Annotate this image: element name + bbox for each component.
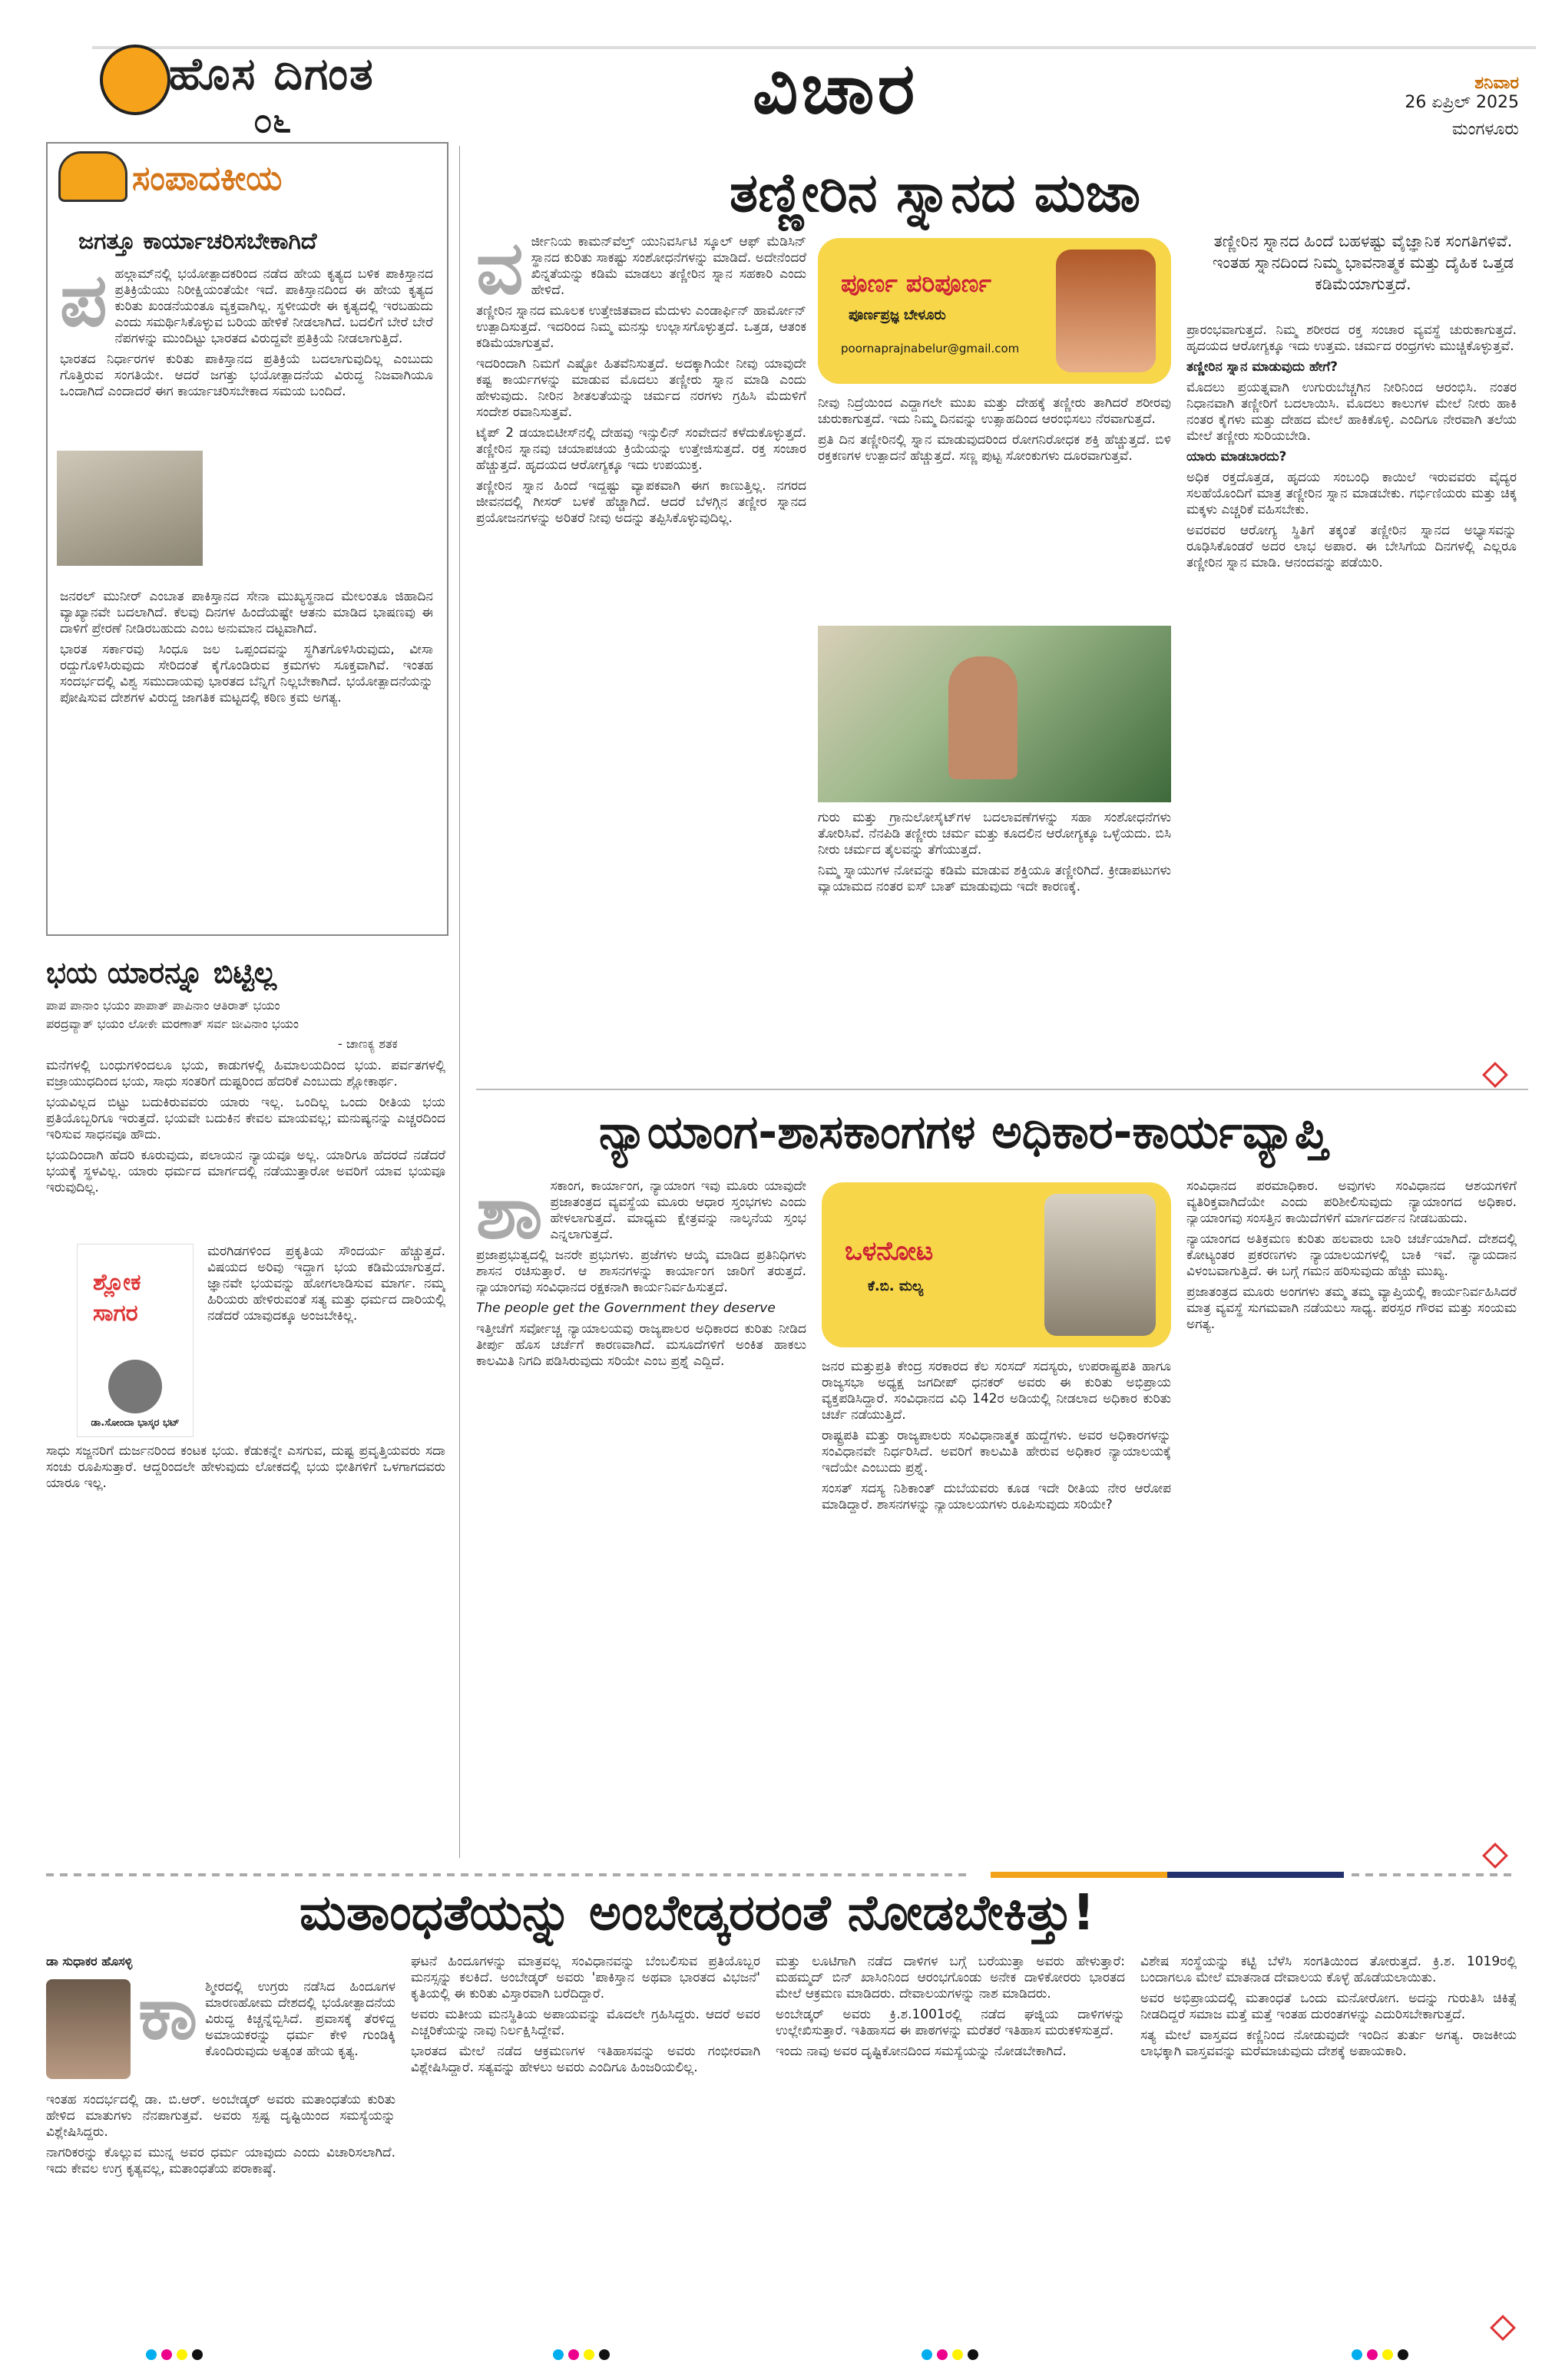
bottom-col-4 xyxy=(1140,1954,1517,2338)
bath-column-name: ಪೂರ್ಣ ಪರಿಪೂರ್ಣ xyxy=(841,269,992,298)
judiciary-dropcap: ಶಾ xyxy=(476,1178,543,1255)
bath-para: ಪ್ರತಿ ದಿನ ತಣ್ಣೀರಿನಲ್ಲಿ ಸ್ನಾನ ಮಾಡುವುದರಿಂದ ರೋಗನಿರೋಧಕ ಶಕ್ತಿ ಹೆಚ್ಚುತ್ತದೆ. ಬಿಳಿ ರಕ್ತಕಣಗಳ ಉತ್ಪಾದನೆ ಹೆಚ್ಚುತ್ತದೆ. ಸಣ್ಣ ಪುಟ್ಟ ಸೋಂಕುಗಳು ದೂರವಾಗುತ್ತವೆ. xyxy=(818,432,1171,464)
shloka-sagara-badge xyxy=(77,1244,194,1437)
bath-pull-quote: ತಣ್ಣೀರಿನ ಸ್ನಾನದ ಹಿಂದೆ ಬಹಳಷ್ಟು ವೈಜ್ಞಾನಿಕ ಸಂಗತಿಗಳಿವೆ. ಇಂತಹ ಸ್ನಾನದಿಂದ ನಿಮ್ಮ ಭಾವನಾತ್ಮಕ ಮತ್ತು ದೈಹಿಕ ಒತ್ತಡ ಕಡಿಮೆಯಾಗುತ್ತದೆ. xyxy=(1212,232,1514,293)
fear-verse-line-2: ಪರದ್ರವ್ಯಾತ್ ಭಯಂ ಲೋಕೇ ಮರಣಾತ್ ಸರ್ವ ಜೀವಿನಾಂ ಭಯಂ xyxy=(46,1016,299,1031)
bottom-col-2 xyxy=(411,1954,760,2338)
fear-col-top xyxy=(46,1058,445,1235)
bath-subhead-who: ಯಾರು ಮಾಡಬಾರದು? xyxy=(1186,449,1287,464)
bath-para: ಗುರು ಮತ್ತು ಗ್ರಾನುಲೋಸೈಟ್‌ಗಳ ಬದಲಾವಣೆಗಳನ್ನು ಸಹಾ ಸಂಶೋಧನೆಗಳು ತೋರಿಸಿವೆ. ನೆನಪಿಡಿ ತಣ್ಣೀರು ಚರ್ಮ ಮತ್ತು ಕೂದಲಿನ ಆರೋಗ್ಯಕ್ಕೂ ಒಳ್ಳೆಯದು. ಬಿಸಿ ನೀರು ಚರ್ಮದ ತೈಲವನ್ನು ತೆಗೆಯುತ್ತದೆ. xyxy=(818,810,1171,858)
bath-subhead-how: ತಣ್ಣೀರಿನ ಸ್ನಾನ ಮಾಡುವುದು ಹೇಗೆ? xyxy=(1186,359,1338,375)
bottom-col-1-top xyxy=(138,1979,395,2087)
registration-marks xyxy=(1352,2349,1408,2360)
bottom-article-title: ಮತಾಂಧತೆಯನ್ನು ಅಂಬೇಡ್ಕರರಂತೆ ನೋಡಬೇಕಿತ್ತು! xyxy=(299,1885,1095,1942)
masthead xyxy=(0,0,1542,144)
bath-author-photo xyxy=(1056,250,1156,372)
bathing-person-figure xyxy=(948,656,1018,779)
bottom-para: ಘಟನೆ ಹಿಂದೂಗಳನ್ನು ಮಾತ್ರವಲ್ಲ ಸಂವಿಧಾನವನ್ನು ಬೆಂಬಲಿಸುವ ಪ್ರತಿಯೊಬ್ಬರ ಮನಸ್ಸನ್ನು ಕಲಕಿದೆ. ಅಂಬೇಡ್ಕರ್ ಅವರು 'ಪಾಕಿಸ್ತಾನ ಅಥವಾ ಭಾರತದ ವಿಭಜನೆ' ಕೃತಿಯಲ್ಲಿ ಈ ಕುರಿತು ವಿಸ್ತಾರವಾಗಿ ಬರೆದಿದ್ದಾರೆ. xyxy=(411,1954,760,2002)
judiciary-para: ರಾಷ್ಟ್ರಪತಿ ಮತ್ತು ರಾಜ್ಯಪಾಲರು ಸಂವಿಧಾನಾತ್ಮಕ ಹುದ್ದೆಗಳು. ಅವರ ಅಧಿಕಾರಗಳನ್ನು ಸಂವಿಧಾನವೇ ನಿರ್ಧರಿಸಿದೆ. ಅವರಿಗೆ ಕಾಲಮಿತಿ ಹೇರುವ ಅಧಿಕಾರ ನ್ಯಾಯಾಲಯಕ್ಕೆ ಇದೆಯೇ ಎಂಬುದು ಪ್ರಶ್ನೆ. xyxy=(822,1428,1171,1476)
editorial-dropcap: ಪ xyxy=(60,266,108,343)
bottom-col-1 xyxy=(46,2092,395,2338)
bottom-dropcap: ಕಾ xyxy=(138,1979,198,2056)
fear-col-bottom xyxy=(46,1443,445,1827)
bath-para: ಅಧಿಕ ರಕ್ತದೊತ್ತಡ, ಹೃದಯ ಸಂಬಂಧಿ ಕಾಯಿಲೆ ಇರುವವರು ವೈದ್ಯರ ಸಲಹೆಯೊಂದಿಗೆ ಮಾತ್ರ ತಣ್ಣೀರಿನ ಸ್ನಾನ ಮಾಡಬೇಕು. ಗರ್ಭಿಣಿಯರು ಮತ್ತು ಚಿಕ್ಕ ಮಕ್ಕಳು ಎಚ್ಚರಿಕೆ ವಹಿಸಬೇಕು. xyxy=(1186,470,1517,517)
bottom-para: ಶ್ಮೀರದಲ್ಲಿ ಉಗ್ರರು ನಡೆಸಿದ ಹಿಂದೂಗಳ ಮಾರಣಹೋಮ ದೇಶದಲ್ಲಿ ಭಯೋತ್ಪಾದನೆಯ ವಿರುದ್ಧ ಕಿಚ್ಚನ್ನೆಬ್ಬಿಸಿದೆ. ಪ್ರವಾಸಕ್ಕೆ ತೆರಳಿದ್ದ ಅಮಾಯಕರನ್ನು ಧರ್ಮ ಕೇಳಿ ಗುಂಡಿಕ್ಕಿ ಕೊಂದಿರುವುದು ಅತ್ಯಂತ ಹೇಯ ಕೃತ್ಯ. xyxy=(205,1979,395,2059)
edition-city: ಮಂಗಳೂರು xyxy=(1451,120,1519,139)
bath-photo xyxy=(818,626,1171,802)
editorial-emblem-icon xyxy=(58,151,127,202)
bottom-para: ಇಂತಹ ಸಂದರ್ಭದಲ್ಲಿ ಡಾ. ಬಿ.ಆರ್. ಅಂಬೇಡ್ಕರ್ ಅವರು ಮತಾಂಧತೆಯ ಕುರಿತು ಹೇಳಿದ ಮಾತುಗಳು ನೆನಪಾಗುತ್ತವೆ. ಅವರು ಸ್ಪಷ್ಟ ದೃಷ್ಟಿಯಿಂದ ಸಮಸ್ಯೆಯನ್ನು ವಿಶ್ಲೇಷಿಸಿದ್ದರು. xyxy=(46,2092,395,2140)
editorial-col-bottom xyxy=(60,589,433,927)
bottom-para: ಅವರು ಮತೀಯ ಮನಸ್ಥಿತಿಯ ಅಪಾಯವನ್ನು ಮೊದಲೇ ಗ್ರಹಿಸಿದ್ದರು. ಆದರೆ ಅವರ ಎಚ್ಚರಿಕೆಯನ್ನು ನಾವು ನಿರ್ಲಕ್ಷಿಸಿದ್ದೇವೆ. xyxy=(411,2007,760,2038)
editorial-para: ಭಾರತದ ನಿರ್ಧಾರಗಳ ಕುರಿತು ಪಾಕಿಸ್ತಾನದ ಪ್ರತಿಕ್ರಿಯೆ ಬದಲಾಗುವುದಿಲ್ಲ ಎಂಬುದು ಗೊತ್ತಿರುವ ಸಂಗತಿಯೇ. ಆದರೆ ಜಗತ್ತು ಭಯೋತ್ಪಾದನೆಯ ವಿರುದ್ಧ ನಿಜವಾಗಿಯೂ ಒಂದಾಗಿದೆ ಎಂದಾದರೆ ಈಗ ಕಾರ್ಯಾಚರಿಸಬೇಕಾದ ಸಮಯ ಬಂದಿದೆ. xyxy=(60,352,433,399)
judiciary-quote: The people get the Government they deserve xyxy=(476,1301,776,1316)
editorial-para: ಭಾರತ ಸರ್ಕಾರವು ಸಿಂಧೂ ಜಲ ಒಪ್ಪಂದವನ್ನು ಸ್ಥಗಿತಗೊಳಿಸಿರುವುದು, ವೀಸಾ ರದ್ದುಗೊಳಿಸಿರುವುದು ಸೇರಿದಂತೆ ಕೈಗೊಂಡಿರುವ ಕ್ರಮಗಳು ಸೂಕ್ತವಾಗಿವೆ. ಇಂತಹ ಸಂದರ್ಭದಲ್ಲಿ ವಿಶ್ವ ಸಮುದಾಯವು ಭಾರತದ ಬೆನ್ನಿಗೆ ನಿಲ್ಲಬೇಕಾಗಿದೆ. ಭಯೋತ್ಪಾದನೆಯನ್ನು ಪೋಷಿಸುವ ದೇಶಗಳ ವಿರುದ್ಧ ಜಾಗತಿಕ ಮಟ್ಟದಲ್ಲಿ ಕಠಿಣ ಕ್ರಮ ಅಗತ್ಯ. xyxy=(60,642,433,706)
bath-para: ಇದರಿಂದಾಗಿ ನಿಮಗೆ ಎಷ್ಟೋ ಹಿತವೆನಿಸುತ್ತದೆ. ಅದಕ್ಕಾಗಿಯೇ ನೀವು ಯಾವುದೇ ಕಷ್ಟ ಕಾರ್ಯಗಳನ್ನು ಮಾಡುವ ಮೊದಲು ತಣ್ಣೀರು ಸ್ನಾನ ಮಾಡಿ ಎಂದು ಹೇಳುವುದು. ನೀರಿನ ಶೀತಲತೆಯನ್ನು ಚರ್ಮದ ನರಗಳು ಗ್ರಹಿಸಿ ಮೆದುಳಿಗೆ ಸಂದೇಶ ರವಾನಿಸುತ್ತವೆ. xyxy=(476,356,806,420)
bottom-col-3 xyxy=(776,1954,1125,2338)
editorial-label: ಸಂಪಾದಕೀಯ xyxy=(132,159,283,198)
shloka-author: ಡಾ.ಸೋಂದಾ ಭಾಸ್ಕರ ಭಟ್ xyxy=(91,1417,180,1429)
bath-col-3 xyxy=(1186,322,1517,1044)
bottom-para: ಭಾರತದ ಮೇಲೆ ನಡೆದ ಆಕ್ರಮಣಗಳ ಇತಿಹಾಸವನ್ನು ಅವರು ಗಂಭೀರವಾಗಿ ವಿಶ್ಲೇಷಿಸಿದ್ದಾರೆ. ಸತ್ಯವನ್ನು ಹೇಳಲು ಅವರು ಎಂದಿಗೂ ಹಿಂಜರಿಯಲಿಲ್ಲ. xyxy=(411,2044,760,2075)
bath-para: ತಣ್ಣೀರಿನ ಸ್ನಾನದ ಮೂಲಕ ಉತ್ತೇಜಿತವಾದ ಮೆದುಳು ಎಂಡಾರ್ಫಿನ್ ಹಾರ್ಮೋನ್ ಉತ್ಪಾದಿಸುತ್ತದೆ. ಇದರಿಂದ ನಿಮ್ಮ ಮನಸ್ಸು ಉಲ್ಲಾಸಗೊಳ್ಳುತ್ತದೆ. ಒತ್ತಡ, ಆತಂಕ ಕಡಿಮೆಯಾಗುತ್ತವೆ. xyxy=(476,303,806,351)
author-avatar xyxy=(108,1360,162,1413)
bath-para: ಟೈಪ್ 2 ಡಯಾಬಿಟೀಸ್‌ನಲ್ಲಿ ದೇಹವು ಇನ್ಸುಲಿನ್ ಸಂವೇದನೆ ಕಳೆದುಕೊಳ್ಳುತ್ತದೆ. ತಣ್ಣೀರಿನ ಸ್ನಾನವು ಚಯಾಪಚಯ ಕ್ರಿಯೆಯನ್ನು ಉತ್ತೇಜಿಸುತ್ತದೆ. ರಕ್ತ ಸಂಚಾರ ಹೆಚ್ಚುತ್ತದೆ. ಹೃದಯದ ಆರೋಗ್ಯಕ್ಕೂ ಇದು ಉಪಯುಕ್ತ. xyxy=(476,425,806,473)
date-block xyxy=(1327,74,1519,139)
weekday: ಶನಿವಾರ xyxy=(1474,74,1519,93)
judiciary-col-1 xyxy=(476,1178,806,1854)
bath-col-2b xyxy=(818,810,1171,1040)
bath-para: ಅವರವರ ಆರೋಗ್ಯ ಸ್ಥಿತಿಗೆ ತಕ್ಕಂತೆ ತಣ್ಣೀರಿನ ಸ್ನಾನದ ಅಭ್ಯಾಸವನ್ನು ರೂಢಿಸಿಕೊಂಡರೆ ಅದರ ಲಾಭ ಅಪಾರ. ಈ ಬೇಸಿಗೆಯ ದಿನಗಳಲ್ಲಿ ಎಲ್ಲರೂ ತಣ್ಣೀರಿನ ಸ್ನಾನ ಮಾಡಿ. ಆನಂದವನ್ನು ಪಡೆಯಿರಿ. xyxy=(1186,523,1517,570)
judiciary-para: ಸಂವಿಧಾನದ ಪರಮಾಧಿಕಾರ. ಅವುಗಳು ಸಂವಿಧಾನದ ಆಶಯಗಳಿಗೆ ವ್ಯತಿರಿಕ್ತವಾಗಿದೆಯೇ ಎಂದು ಪರಿಶೀಲಿಸುವುದು ನ್ಯಾಯಾಂಗದ ಅಧಿಕಾರ. ನ್ಯಾಯಾಂಗವು ಸಂಸತ್ತಿನ ಕಾಯಿದೆಗಳಿಗೆ ಮಾರ್ಗದರ್ಶನ ನೀಡಬಹುದು. xyxy=(1186,1178,1517,1226)
fear-verse-attribution: - ಚಾಣಕ್ಯ ಶತಕ xyxy=(338,1036,398,1051)
judiciary-col-2 xyxy=(822,1359,1171,1854)
bottom-para: ಇಂದು ನಾವು ಅವರ ದೃಷ್ಟಿಕೋನದಿಂದ ಸಮಸ್ಯೆಯನ್ನು ನೋಡಬೇಕಾಗಿದೆ. xyxy=(776,2044,1067,2059)
judiciary-author: ಕೆ.ಬಿ. ಮಲ್ಯ xyxy=(868,1278,924,1294)
dashed-rule xyxy=(1352,1873,1517,1876)
color-block-blue xyxy=(1167,1872,1344,1878)
bottom-para: ಸತ್ಯ ಮೇಲೆ ವಾಸ್ತವದ ಕಣ್ಣಿನಿಂದ ನೋಡುವುದೇ ಇಂದಿನ ತುರ್ತು ಅಗತ್ಯ. ರಾಜಕೀಯ ಲಾಭಕ್ಕಾಗಿ ವಾಸ್ತವವನ್ನು ಮರೆಮಾಚುವುದು ದೇಶಕ್ಕೆ ಅಪಾಯಕಾರಿ. xyxy=(1140,2028,1517,2059)
bottom-para: ಅವರ ಅಭಿಪ್ರಾಯದಲ್ಲಿ ಮತಾಂಧತೆ ಒಂದು ಮನೋರೋಗ. ಅದನ್ನು ಗುರುತಿಸಿ ಚಿಕಿತ್ಸೆ ನೀಡದಿದ್ದರೆ ಸಮಾಜ ಮತ್ತೆ ಮತ್ತೆ ಇಂತಹ ದುರಂತಗಳನ್ನು ಎದುರಿಸಬೇಕಾಗುತ್ತದೆ. xyxy=(1140,1991,1517,2022)
bath-article-title: ತಣ್ಣೀರಿನ ಸ್ನಾನದ ಮಜಾ xyxy=(730,161,1141,224)
judiciary-author-card xyxy=(822,1182,1171,1347)
bath-col-1 xyxy=(476,234,806,1048)
judiciary-para: ಜನರ ಮತ್ತುಪ್ರತಿ ಕೇಂದ್ರ ಸರಕಾರದ ಕೆಲ ಸಂಸದ್ ಸದಸ್ಯರು, ಉಪರಾಷ್ಟ್ರಪತಿ ಹಾಗೂ ರಾಜ್ಯಸಭಾ ಅಧ್ಯಕ್ಷ ಜಗದೀಪ್ ಧನಕರ್ ಅವರು ಈ ಕುರಿತು ಅಭಿಪ್ರಾಯ ವ್ಯಕ್ತಪಡಿಸಿದ್ದಾರೆ. ಸಂವಿಧಾನದ ವಿಧಿ 142ರ ಅಡಿಯಲ್ಲಿ ನೀಡಲಾದ ಅಧಿಕಾರ ಕುರಿತು ಚರ್ಚೆ ನಡೆಯುತ್ತಿದೆ. xyxy=(822,1359,1171,1423)
judiciary-column-name: ಒಳನೋಟ xyxy=(845,1236,934,1267)
fear-para: ಮರಗಿಡಗಳಿಂದ ಪ್ರಕೃತಿಯ ಸೌಂದರ್ಯ ಹೆಚ್ಚುತ್ತದೆ. ವಿಷಯದ ಅರಿವು ಇದ್ದಾಗ ಭಯ ಕಡಿಮೆಯಾಗುತ್ತದೆ. ಜ್ಞಾನವೇ ಭಯವನ್ನು ಹೋಗಲಾಡಿಸುವ ಮಾರ್ಗ. ನಮ್ಮ ಹಿರಿಯರು ಹೇಳಿರುವಂತೆ ಸತ್ಯ ಮತ್ತು ಧರ್ಮದ ದಾರಿಯಲ್ಲಿ ನಡೆದರೆ ಯಾವುದಕ್ಕೂ ಅಂಜಬೇಕಿಲ್ಲ. xyxy=(207,1244,445,1324)
fear-col-right xyxy=(207,1244,445,1436)
fear-para: ಭಯದಿಂದಾಗಿ ಹೆದರಿ ಕೂರುವುದು, ಪಲಾಯನ ನ್ಯಾಯವೂ ಅಲ್ಲ. ಯಾರಿಗೂ ಹೆದರದೆ ನಡೆದರೆ ಭಯಕ್ಕೆ ಸ್ಥಳವಿಲ್ಲ. ಯಾರು ಧರ್ಮದ ಮಾರ್ಗದಲ್ಲಿ ನಡೆಯುತ್ತಾರೋ ಅವರಿಗೆ ಯಾವ ಭಯವೂ ಇರುವುದಿಲ್ಲ. xyxy=(46,1148,445,1195)
fear-para: ಮನೆಗಳಲ್ಲಿ ಬಂಧುಗಳಿಂದಲೂ ಭಯ, ಕಾಡುಗಳಲ್ಲಿ ಹಿಮಾಲಯದಿಂದ ಭಯ. ಪರ್ವತಗಳಲ್ಲಿ ವಜ್ರಾಯುಧದಿಂದ ಭಯ, ಸಾಧು ಸಂತರಿಗೆ ದುಷ್ಟರಿಂದ ಹೆದರಿಕೆ ಎಂಬುದು ಶ್ಲೋಕಾರ್ಥ. xyxy=(46,1058,445,1089)
bath-dropcap: ವ xyxy=(476,234,524,311)
bottom-author-photo xyxy=(46,1979,131,2079)
judiciary-col-3 xyxy=(1186,1178,1517,1854)
editorial-para: ಜನರಲ್ ಮುನೀರ್ ಎಂಬಾತ ಪಾಕಿಸ್ತಾನದ ಸೇನಾ ಮುಖ್ಯಸ್ಥನಾದ ಮೇಲಂತೂ ಜಿಹಾದಿನ ವ್ಯಾಖ್ಯಾನವೇ ಬದಲಾಗಿದೆ. ಕೆಲವು ದಿನಗಳ ಹಿಂದೆಯಷ್ಟೇ ಆತನು ಮಾಡಿದ ಭಾಷಣವು ಈ ದಾಳಿಗೆ ಪ್ರೇರಣೆ ನೀಡಿರಬಹುದು ಎಂಬ ಅನುಮಾನ ದಟ್ಟವಾಗಿದೆ. xyxy=(60,589,433,636)
color-block-orange xyxy=(991,1872,1167,1878)
bath-para: ಮೊದಲು ಪ್ರಯತ್ನವಾಗಿ ಉಗುರುಬೆಚ್ಚಗಿನ ನೀರಿನಿಂದ ಆರಂಭಿಸಿ. ನಂತರ ನಿಧಾನವಾಗಿ ತಣ್ಣೀರಿಗೆ ಬದಲಾಯಿಸಿ. ಮೊದಲು ಕಾಲುಗಳ ಮೇಲೆ ನೀರು ಹಾಕಿ ನಂತರ ಕೈಗಳು ಮತ್ತು ದೇಹದ ಮೇಲೆ ಹಾಕಿಕೊಳ್ಳಿ. ಎಂದಿಗೂ ನೇರವಾಗಿ ತಲೆಯ ಮೇಲೆ ತಣ್ಣೀರು ಸುರಿಯಬೇಡಿ. xyxy=(1186,380,1517,444)
judiciary-para: ಇತ್ತೀಚೆಗೆ ಸರ್ವೋಚ್ಚ ನ್ಯಾಯಾಲಯವು ರಾಜ್ಯಪಾಲರ ಅಧಿಕಾರದ ಕುರಿತು ನೀಡಿದ ತೀರ್ಪು ಹೊಸ ಚರ್ಚೆಗೆ ಕಾರಣವಾಗಿದೆ. ಮಸೂದೆಗಳಿಗೆ ಅಂಕಿತ ಹಾಕಲು ಕಾಲಮಿತಿ ನಿಗದಿ ಪಡಿಸಿರುವುದು ಸರಿಯೇ ಎಂಬ ಪ್ರಶ್ನೆ ಎದ್ದಿದೆ. xyxy=(476,1321,806,1369)
issue-date: 26 ಏಪ್ರಿಲ್ 2025 xyxy=(1405,93,1519,112)
judiciary-para: ಸಂಸತ್ ಸದಸ್ಯ ನಿಶಿಕಾಂತ್ ದುಬೆಯವರು ಕೂಡ ಇದೇ ರೀತಿಯ ನೇರ ಆರೋಪ ಮಾಡಿದ್ದಾರೆ. ಶಾಸನಗಳನ್ನು ನ್ಯಾಯಾಲಯಗಳು ರೂಪಿಸುವುದು ಸರಿಯೇ? xyxy=(822,1481,1171,1512)
logo-text: ಹೊಸ ದಿಗಂತ xyxy=(169,48,375,100)
registration-marks xyxy=(553,2349,610,2360)
judiciary-author-photo xyxy=(1044,1194,1156,1336)
bath-para: ತಣ್ಣೀರಿನ ಸ್ನಾನ ಹಿಂದೆ ಇದ್ದಷ್ಟು ವ್ಯಾಪಕವಾಗಿ ಈಗ ಕಾಣುತ್ತಿಲ್ಲ. ನಗರದ ಜೀವನದಲ್ಲಿ ಗೀಸರ್ ಬಳಕೆ ಹೆಚ್ಚಾಗಿದೆ. ಆದರೆ ಬೆಳಗ್ಗಿನ ತಣ್ಣೀರ ಸ್ನಾನದ ಪ್ರಯೋಜನಗಳನ್ನು ಅರಿತರೆ ನೀವು ಅದನ್ನು ತಪ್ಪಿಸಿಕೊಳ್ಳುವುದಿಲ್ಲ. xyxy=(476,478,806,526)
shloka-badge-label: ಶ್ಲೋಕ ಸಾಗರ xyxy=(93,1269,141,1327)
bath-author-card xyxy=(818,238,1171,384)
judiciary-para: ಪ್ರಜಾಪ್ರಭುತ್ವದಲ್ಲಿ ಜನರೇ ಪ್ರಭುಗಳು. ಪ್ರಜೆಗಳು ಆಯ್ಕೆ ಮಾಡಿದ ಪ್ರತಿನಿಧಿಗಳು ಶಾಸನ ರಚಿಸುತ್ತಾರೆ. ಆ ಶಾಸನಗಳನ್ನು ಕಾರ್ಯಾಂಗ ಜಾರಿಗೆ ತರುತ್ತದೆ. ನ್ಯಾಯಾಂಗವು ಸಂವಿಧಾನದ ರಕ್ಷಕನಾಗಿ ಕಾರ್ಯನಿರ್ವಹಿಸುತ್ತದೆ. xyxy=(476,1248,806,1295)
fear-column-title: ಭಯ ಯಾರನ್ನೂ ಬಿಟ್ಟಿಲ್ಲ xyxy=(46,956,277,990)
logo-emblem-icon xyxy=(100,45,170,115)
bath-para: ಪ್ರಾರಂಭವಾಗುತ್ತದೆ. ನಿಮ್ಮ ಶರೀರದ ರಕ್ತ ಸಂಚಾರ ವ್ಯವಸ್ಥೆ ಚುರುಕಾಗುತ್ತದೆ. ಹೃದಯದ ಆರೋಗ್ಯಕ್ಕೂ ಇದು ಉತ್ತಮ. ಚರ್ಮದ ರಂಧ್ರಗಳು ಮುಚ್ಚಿಕೊಳ್ಳುತ್ತವೆ. xyxy=(1186,322,1517,354)
page-number: ೦೬ xyxy=(253,101,292,140)
bottom-para: ಮತ್ತು ಲೂಟಿಗಾಗಿ ನಡೆದ ದಾಳಿಗಳ ಬಗ್ಗೆ ಬರೆಯುತ್ತಾ ಅವರು ಹೇಳುತ್ತಾರೆ: ಮಹಮ್ಮದ್ ಬಿನ್ ಖಾಸಿಂನಿಂದ ಆರಂಭಗೊಂಡು ಅನೇಕ ದಾಳಿಕೋರರು ಭಾರತದ ಮೇಲೆ ಆಕ್ರಮಣ ಮಾಡಿದರು. ದೇವಾಲಯಗಳನ್ನು ನಾಶ ಮಾಡಿದರು. xyxy=(776,1954,1125,2002)
bath-author: ಪೂರ್ಣಪ್ರಜ್ಞ ಬೇಳೂರು xyxy=(849,307,946,323)
bottom-para: ವಿಶೇಷ ಸಂಸ್ಥೆಯನ್ನು ಕಟ್ಟಿ ಬೆಳೆಸಿ ಸಂಗತಿಯಿಂದ ತೋರುತ್ತದೆ. ಕ್ರಿ.ಶ. 1019ರಲ್ಲಿ ಬಂದಾಗಲೂ ಮೇಲೆ ಮಾತನಾಡ ದೇವಾಲಯ ಕೊಳ್ಳೆ ಹೊಡೆಯಲಾಯಿತು. xyxy=(1140,1954,1517,1985)
bottom-para: ಅಂಬೇಡ್ಕರ್ ಅವರು ಕ್ರಿ.ಶ.1001ರಲ್ಲಿ ನಡೆದ ಘಜ್ನಿಯ ದಾಳಿಗಳನ್ನು ಉಲ್ಲೇಖಿಸುತ್ತಾರೆ. ಇತಿಹಾಸದ ಈ ಪಾಠಗಳನ್ನು ಮರೆತರೆ ಇತಿಹಾಸ ಮರುಕಳಿಸುತ್ತದೆ. xyxy=(776,2007,1125,2038)
registration-marks xyxy=(146,2349,203,2360)
registration-marks xyxy=(922,2349,978,2360)
editorial-para: ಹಲ್ಗಾಮ್‌ನಲ್ಲಿ ಭಯೋತ್ಪಾದಕರಿಂದ ನಡೆದ ಹೇಯ ಕೃತ್ಯದ ಬಳಿಕ ಪಾಕಿಸ್ತಾನದ ಪ್ರತಿಕ್ರಿಯೆಯು ನಿರೀಕ್ಷಿಯಂತೆಯೇ ಇದೆ. ಪಾಕಿಸ್ತಾನದಿಂದ ಈ ಹೇಯ ಕೃತ್ಯದ ಕುರಿತು ಖಂಡನೆಯಂತೂ ವ್ಯಕ್ತವಾಗಿಲ್ಲ. ಸ್ಥಳೀಯರೇ ಈ ಕೃತ್ಯದಲ್ಲಿ ಇರಬಹುದು ಎಂದು ಸಮರ್ಥಿಸಿಕೊಳ್ಳುವ ಬರಿಯ ಹೇಳಿಕೆ ನೀಡಲಾಗಿದೆ. ಬದಲಿಗೆ ಬೇರೆ ಬೇರೆ ನೆಪಗಳನ್ನು ಮುಂದಿಟ್ಟು ಭಾರತದ ವಿರುದ್ಧವೇ ಪ್ರತಿಕ್ರಿಯೆ ನೀಡಲಾಗುತ್ತಿದೆ. xyxy=(114,266,433,346)
article-end-mark-icon xyxy=(1482,1062,1508,1088)
dashed-rule xyxy=(46,1873,968,1876)
column-divider xyxy=(459,146,460,1858)
bottom-author: ಡಾ ಸುಧಾಕರ ಹೊಸಳ್ಳಿ xyxy=(46,1954,133,1968)
bath-col-2 xyxy=(818,395,1171,626)
judiciary-article-title: ನ್ಯಾಯಾಂಗ-ಶಾಸಕಾಂಗಗಳ ಅಧಿಕಾರ-ಕಾರ್ಯವ್ಯಾಪ್ತಿ xyxy=(599,1106,1329,1159)
section-rule xyxy=(476,1089,1528,1090)
bath-para: ರ್ಜೀನಿಯ ಕಾಮನ್‌ವೆಲ್ತ್ ಯುನಿವರ್ಸಿಟಿ ಸ್ಕೂಲ್ ಆಫ್ ಮೆಡಿಸಿನ್ ಸ್ಥಾನದ ಕುರಿತು ಸಾಕಷ್ಟು ಸಂಶೋಧನೆಗಳನ್ನು ಮಾಡಿದೆ. ಅದೇನೆಂದರೆ ಖಿನ್ನತೆಯನ್ನು ಕಡಿಮೆ ಮಾಡಲು ತಣ್ಣೀರಿನ ಸ್ನಾನ ಸಹಕಾರಿ ಎಂದು ಹೇಳಿದೆ. xyxy=(531,234,806,298)
fear-verse-line-1: ಪಾಪ ಪಾನಾಂ ಭಯಂ ಪಾಪಾತ್ ಪಾಪಿನಾಂ ಆತಿರಾತ್ ಭಯಂ xyxy=(46,998,280,1013)
fear-para: ಸಾಧು ಸಜ್ಜನರಿಗೆ ದುರ್ಜನರಿಂದ ಕಂಟಕ ಭಯ. ಕೆಡುಕನ್ನೇ ಎಸಗುವ, ದುಷ್ಟ ಪ್ರವೃತ್ತಿಯವರು ಸದಾ ಸಂಚು ರೂಪಿಸುತ್ತಾರೆ. ಆದ್ದರಿಂದಲೇ ಹೇಳುವುದು ಲೋಕದಲ್ಲಿ ಭಯ ಭೀತಿಗಳಿಗೆ ಒಳಗಾಗದವರು ಯಾರೂ ಇಲ್ಲ. xyxy=(46,1443,445,1491)
bath-para: ನೀವು ನಿದ್ರೆಯಿಂದ ಎದ್ದಾಗಲೇ ಮುಖ ಮತ್ತು ದೇಹಕ್ಕೆ ತಣ್ಣೀರು ತಾಗಿದರೆ ಶರೀರವು ಚುರುಕಾಗುತ್ತದೆ. ಇದು ನಿಮ್ಮ ದಿನವನ್ನು ಉತ್ಸಾಹದಿಂದ ಆರಂಭಿಸಲು ನೆರವಾಗುತ್ತದೆ. xyxy=(818,395,1171,427)
bottom-para: ನಾಗರಿಕರನ್ನು ಕೊಲ್ಲುವ ಮುನ್ನ ಅವರ ಧರ್ಮ ಯಾವುದು ಎಂದು ವಿಚಾರಿಸಲಾಗಿದೆ. ಇದು ಕೇವಲ ಉಗ್ರ ಕೃತ್ಯವಲ್ಲ, ಮತಾಂಧತೆಯ ಪರಾಕಾಷ್ಠೆ. xyxy=(46,2145,395,2177)
judiciary-para: ಸಕಾಂಗ, ಕಾರ್ಯಾಂಗ, ನ್ಯಾಯಾಂಗ ಇವು ಮೂರು ಯಾವುದೇ ಪ್ರಜಾತಂತ್ರದ ವ್ಯವಸ್ಥೆಯ ಮೂರು ಆಧಾರ ಸ್ತಂಭಗಳು ಎಂದು ಹೇಳಲಾಗುತ್ತದೆ. ಮಾಧ್ಯಮ ಕ್ಷೇತ್ರವನ್ನು ನಾಲ್ಕನೆಯ ಸ್ತಂಭ ಎನ್ನಲಾಗುತ್ತದೆ. xyxy=(550,1178,806,1242)
editorial-box xyxy=(46,142,448,936)
judiciary-para: ಪ್ರಜಾತಂತ್ರದ ಮೂರು ಅಂಗಗಳು ತಮ್ಮ ತಮ್ಮ ವ್ಯಾಪ್ತಿಯಲ್ಲಿ ಕಾರ್ಯನಿರ್ವಹಿಸಿದರೆ ಮಾತ್ರ ವ್ಯವಸ್ಥೆ ಸುಗಮವಾಗಿ ನಡೆಯಲು ಸಾಧ್ಯ. ಪರಸ್ಪರ ಗೌರವ ಮತ್ತು ಸಂಯಮ ಅಗತ್ಯ. xyxy=(1186,1284,1517,1332)
editorial-headline: ಜಗತ್ತೂ ಕಾರ್ಯಾಚರಿಸಬೇಕಾಗಿದೆ xyxy=(78,228,317,255)
section-title: ವಿಚಾರ xyxy=(753,48,918,130)
fear-para: ಭಯವಿಲ್ಲದ ಬಿಟ್ಟು ಬದುಕಿರುವವರು ಯಾರು ಇಲ್ಲ. ಒಂದಿಲ್ಲ ಒಂದು ರೀತಿಯ ಭಯ ಪ್ರತಿಯೊಬ್ಬರಿಗೂ ಇರುತ್ತದೆ. ಭಯವೇ ಬದುಕಿನ ಕೇವಲ ಮಾಯವಲ್ಲ; ಮನುಷ್ಯನನ್ನು ಎಚ್ಚರದಿಂದ ಇರಿಸುವ ಸಾಧನವೂ ಹೌದು. xyxy=(46,1095,445,1142)
bath-para: ನಿಮ್ಮ ಸ್ನಾಯುಗಳ ನೋವನ್ನು ಕಡಿಮೆ ಮಾಡುವ ಶಕ್ತಿಯೂ ತಣ್ಣೀರಿಗಿದೆ. ಕ್ರೀಡಾಪಟುಗಳು ವ್ಯಾಯಾಮದ ನಂತರ ಐಸ್ ಬಾತ್ ಮಾಡುವುದು ಇದೇ ಕಾರಣಕ್ಕೆ. xyxy=(818,863,1171,894)
judiciary-para: ನ್ಯಾಯಾಂಗದ ಅತಿಕ್ರಮಣ ಕುರಿತು ಹಲವಾರು ಬಾರಿ ಚರ್ಚೆಯಾಗಿದೆ. ದೇಶದಲ್ಲಿ ಕೋಟ್ಯಂತರ ಪ್ರಕರಣಗಳು ನ್ಯಾಯಾಲಯಗಳಲ್ಲಿ ಬಾಕಿ ಇವೆ. ನ್ಯಾಯದಾನ ವಿಳಂಬವಾಗುತ್ತಿದೆ. ಈ ಬಗ್ಗೆ ಗಮನ ಹರಿಸುವುದು ಹೆಚ್ಚು ಮುಖ್ಯ. xyxy=(1186,1231,1517,1279)
bath-email: poornaprajnabelur@gmail.com xyxy=(841,342,1020,355)
editorial-photo xyxy=(57,451,203,566)
